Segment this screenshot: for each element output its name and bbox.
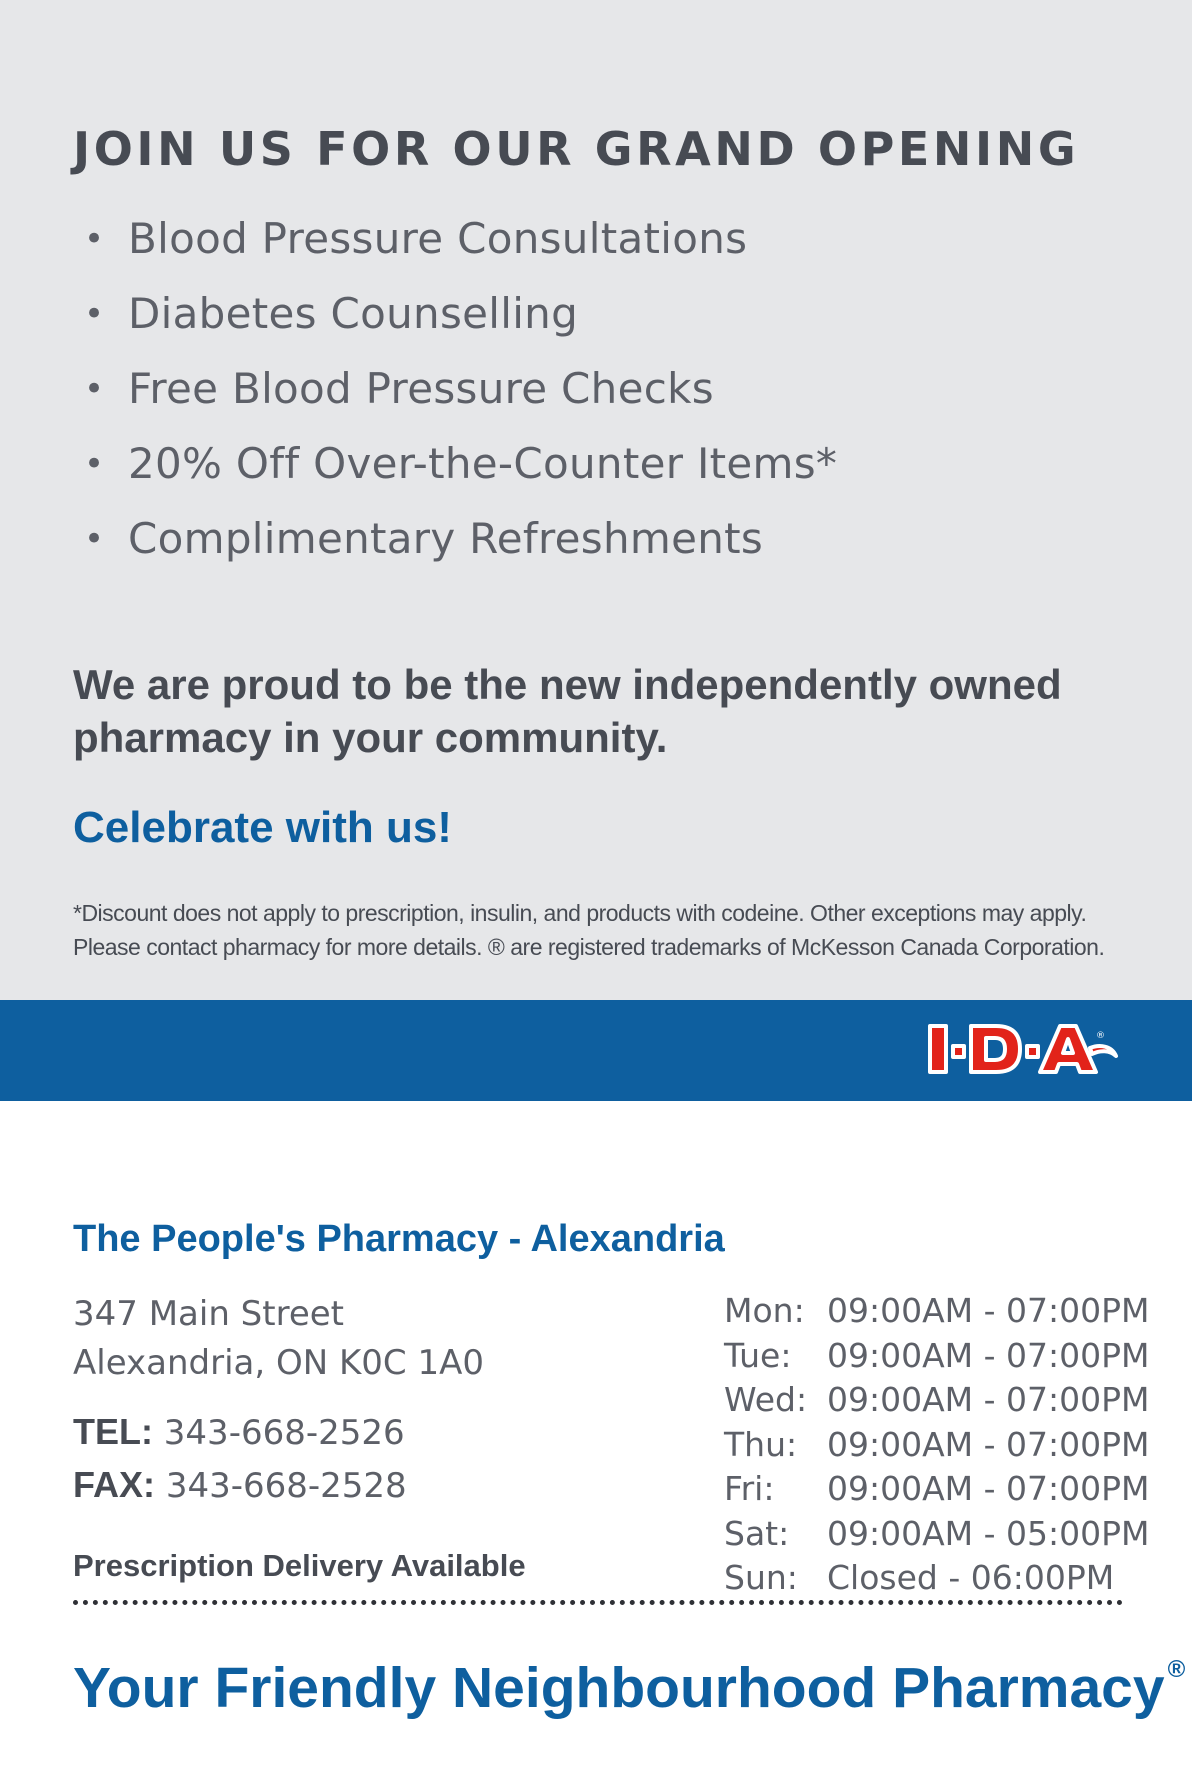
services-list (84, 208, 837, 583)
bullet-icon: • (84, 294, 105, 334)
hours-row: Fri: 09:00AM - 07:00PM (724, 1469, 1150, 1508)
svg-text:®: ® (1096, 1031, 1105, 1041)
store-hours (724, 1289, 1150, 1601)
grand-opening-headline: JOIN US FOR OUR GRAND OPENING (73, 122, 1080, 176)
list-item: • 20% Off Over-the-Counter Items* (84, 433, 837, 508)
hours-row: Sun: Closed - 06:00PM (724, 1558, 1115, 1597)
list-item: • Free Blood Pressure Checks (84, 358, 837, 433)
celebrate-text: Celebrate with us! (73, 803, 452, 852)
store-address: 347 Main Street Alexandria, ON K0C 1A0 (73, 1294, 484, 1383)
phone-number[interactable]: 343-668-2526 (163, 1413, 405, 1453)
bullet-icon: • (84, 219, 105, 259)
store-name: The People's Pharmacy - Alexandria (73, 1218, 725, 1260)
fax-number: 343-668-2528 (165, 1466, 407, 1506)
hours-row: Sat: 09:00AM - 05:00PM (724, 1513, 1150, 1553)
bullet-icon: • (84, 519, 105, 559)
tagline: Your Friendly Neighbourhood Pharmacy ® (73, 1656, 1186, 1720)
list-item: • Complimentary Refreshments (84, 508, 837, 583)
fax-line: FAX: 343-668-2528 (73, 1464, 407, 1506)
bullet-icon: • (84, 444, 105, 484)
bullet-icon: • (84, 369, 105, 409)
fine-print: *Discount does not apply to prescription, insulin, and products with codeine. Other exceptions may apply. Please contact pharmacy for more details. ® are registered trademarks of McKesson Canada Corporation. (73, 900, 1105, 960)
hours-row: Mon: 09:00AM - 07:00PM (724, 1291, 1150, 1330)
ida-logo (924, 1018, 1122, 1080)
proud-statement: We are proud to be the new independently owned pharmacy in your community. (73, 661, 1062, 761)
list-item: • Blood Pressure Consultations (84, 208, 837, 283)
phone-line: TEL: 343-668-2526 (73, 1411, 405, 1453)
store-contact (73, 1406, 407, 1512)
hours-row: Thu: 09:00AM - 07:00PM (724, 1424, 1150, 1464)
delivery-note: Prescription Delivery Available (73, 1548, 526, 1583)
hours-row: Wed: 09:00AM - 07:00PM (724, 1380, 1150, 1419)
hours-row: Tue: 09:00AM - 07:00PM (724, 1335, 1150, 1375)
list-item: • Diabetes Counselling (84, 283, 837, 358)
dotted-divider (73, 1600, 1123, 1606)
